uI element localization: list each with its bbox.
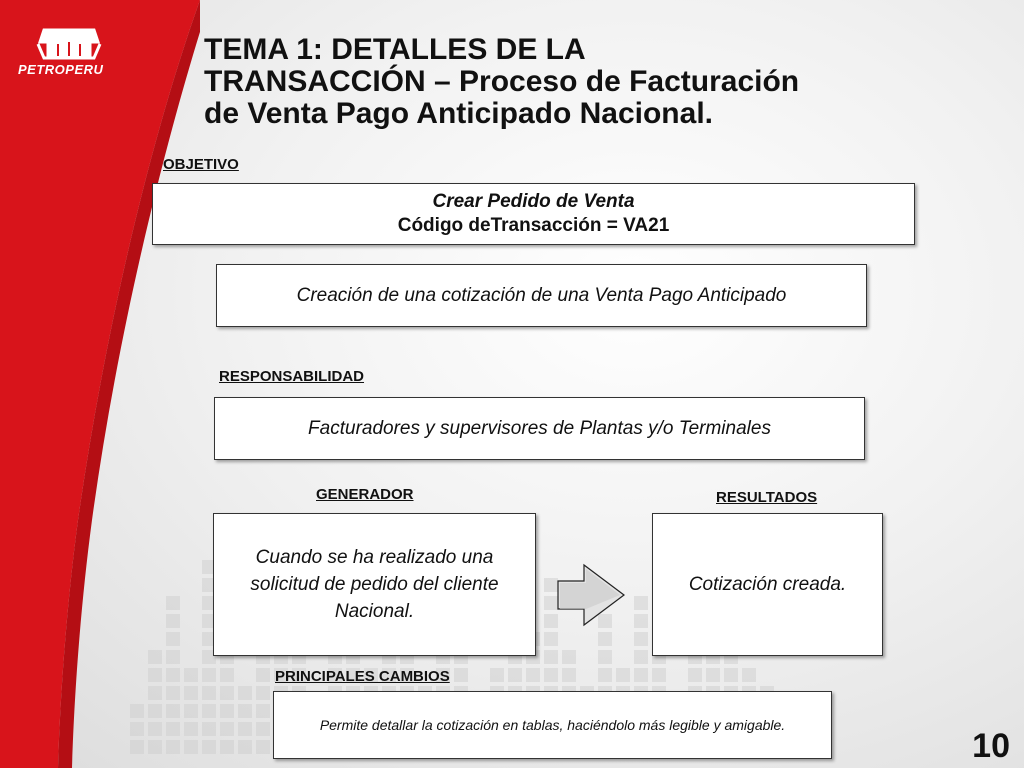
background-square — [634, 614, 648, 628]
background-square — [256, 722, 270, 736]
responsabilidad-box — [214, 397, 865, 460]
right-arrow-icon — [556, 563, 626, 627]
background-square — [238, 686, 252, 700]
red-side-band — [0, 0, 200, 768]
background-square — [220, 740, 234, 754]
title-line-1: TEMA 1: DETALLES DE LA — [204, 33, 586, 66]
background-square — [634, 632, 648, 646]
principales-cambios-box — [273, 691, 832, 759]
resultados-box — [652, 513, 883, 656]
background-square — [490, 668, 504, 682]
background-square — [202, 740, 216, 754]
generador-text: Cuando se ha realizado una solicitud de pedido del cliente Nacional. — [250, 547, 499, 622]
page-number: 10 — [972, 727, 1010, 765]
background-square — [544, 632, 558, 646]
title-line-3: de Venta Pago Anticipado Nacional. — [204, 97, 713, 130]
background-square — [598, 668, 612, 682]
background-square — [634, 650, 648, 664]
background-square — [202, 686, 216, 700]
background-square — [562, 650, 576, 664]
principales-cambios-label: PRINCIPALES CAMBIOS — [275, 668, 450, 685]
background-square — [238, 722, 252, 736]
background-square — [598, 632, 612, 646]
objetivo-description: Creación de una cotización de una Venta Pago Anticipado — [296, 284, 787, 306]
slide-title — [204, 34, 904, 130]
background-square — [256, 686, 270, 700]
resultados-label: RESULTADOS — [716, 489, 818, 506]
background-square — [616, 668, 630, 682]
background-square — [220, 704, 234, 718]
objetivo-label: OBJETIVO — [163, 156, 239, 173]
background-square — [544, 668, 558, 682]
principales-cambios-text: Permite detallar la cotización en tablas, haciéndolo más legible y amigable. — [319, 717, 786, 733]
background-square — [220, 686, 234, 700]
transaction-code: Código deTransacción = VA21 — [397, 215, 670, 236]
background-square — [220, 668, 234, 682]
generador-box — [213, 513, 536, 656]
background-square — [634, 596, 648, 610]
background-square — [742, 668, 756, 682]
responsabilidad-text: Facturadores y supervisores de Plantas y/o Terminales — [308, 417, 771, 439]
objetivo-description-box — [216, 264, 867, 327]
background-square — [598, 650, 612, 664]
background-square — [238, 740, 252, 754]
background-square — [526, 668, 540, 682]
brand-name: PETROPERU — [18, 62, 104, 77]
background-square — [202, 668, 216, 682]
background-square — [454, 668, 468, 682]
background-square — [256, 668, 270, 682]
background-square — [634, 668, 648, 682]
generador-label: GENERADOR — [316, 486, 414, 503]
background-square — [202, 722, 216, 736]
background-square — [544, 650, 558, 664]
background-square — [256, 704, 270, 718]
background-square — [562, 668, 576, 682]
background-square — [508, 668, 522, 682]
background-square — [724, 668, 738, 682]
resultados-text: Cotización creada. — [688, 573, 847, 595]
title-line-2: TRANSACCIÓN – Proceso de Facturación — [204, 65, 800, 98]
background-square — [688, 668, 702, 682]
background-square — [202, 704, 216, 718]
background-square — [220, 722, 234, 736]
background-square — [256, 740, 270, 754]
background-square — [706, 668, 720, 682]
background-square — [652, 668, 666, 682]
transaction-name: Crear Pedido de Venta — [432, 191, 635, 212]
responsabilidad-label: RESPONSABILIDAD — [219, 368, 365, 385]
background-square — [238, 704, 252, 718]
transaction-box — [152, 183, 915, 245]
